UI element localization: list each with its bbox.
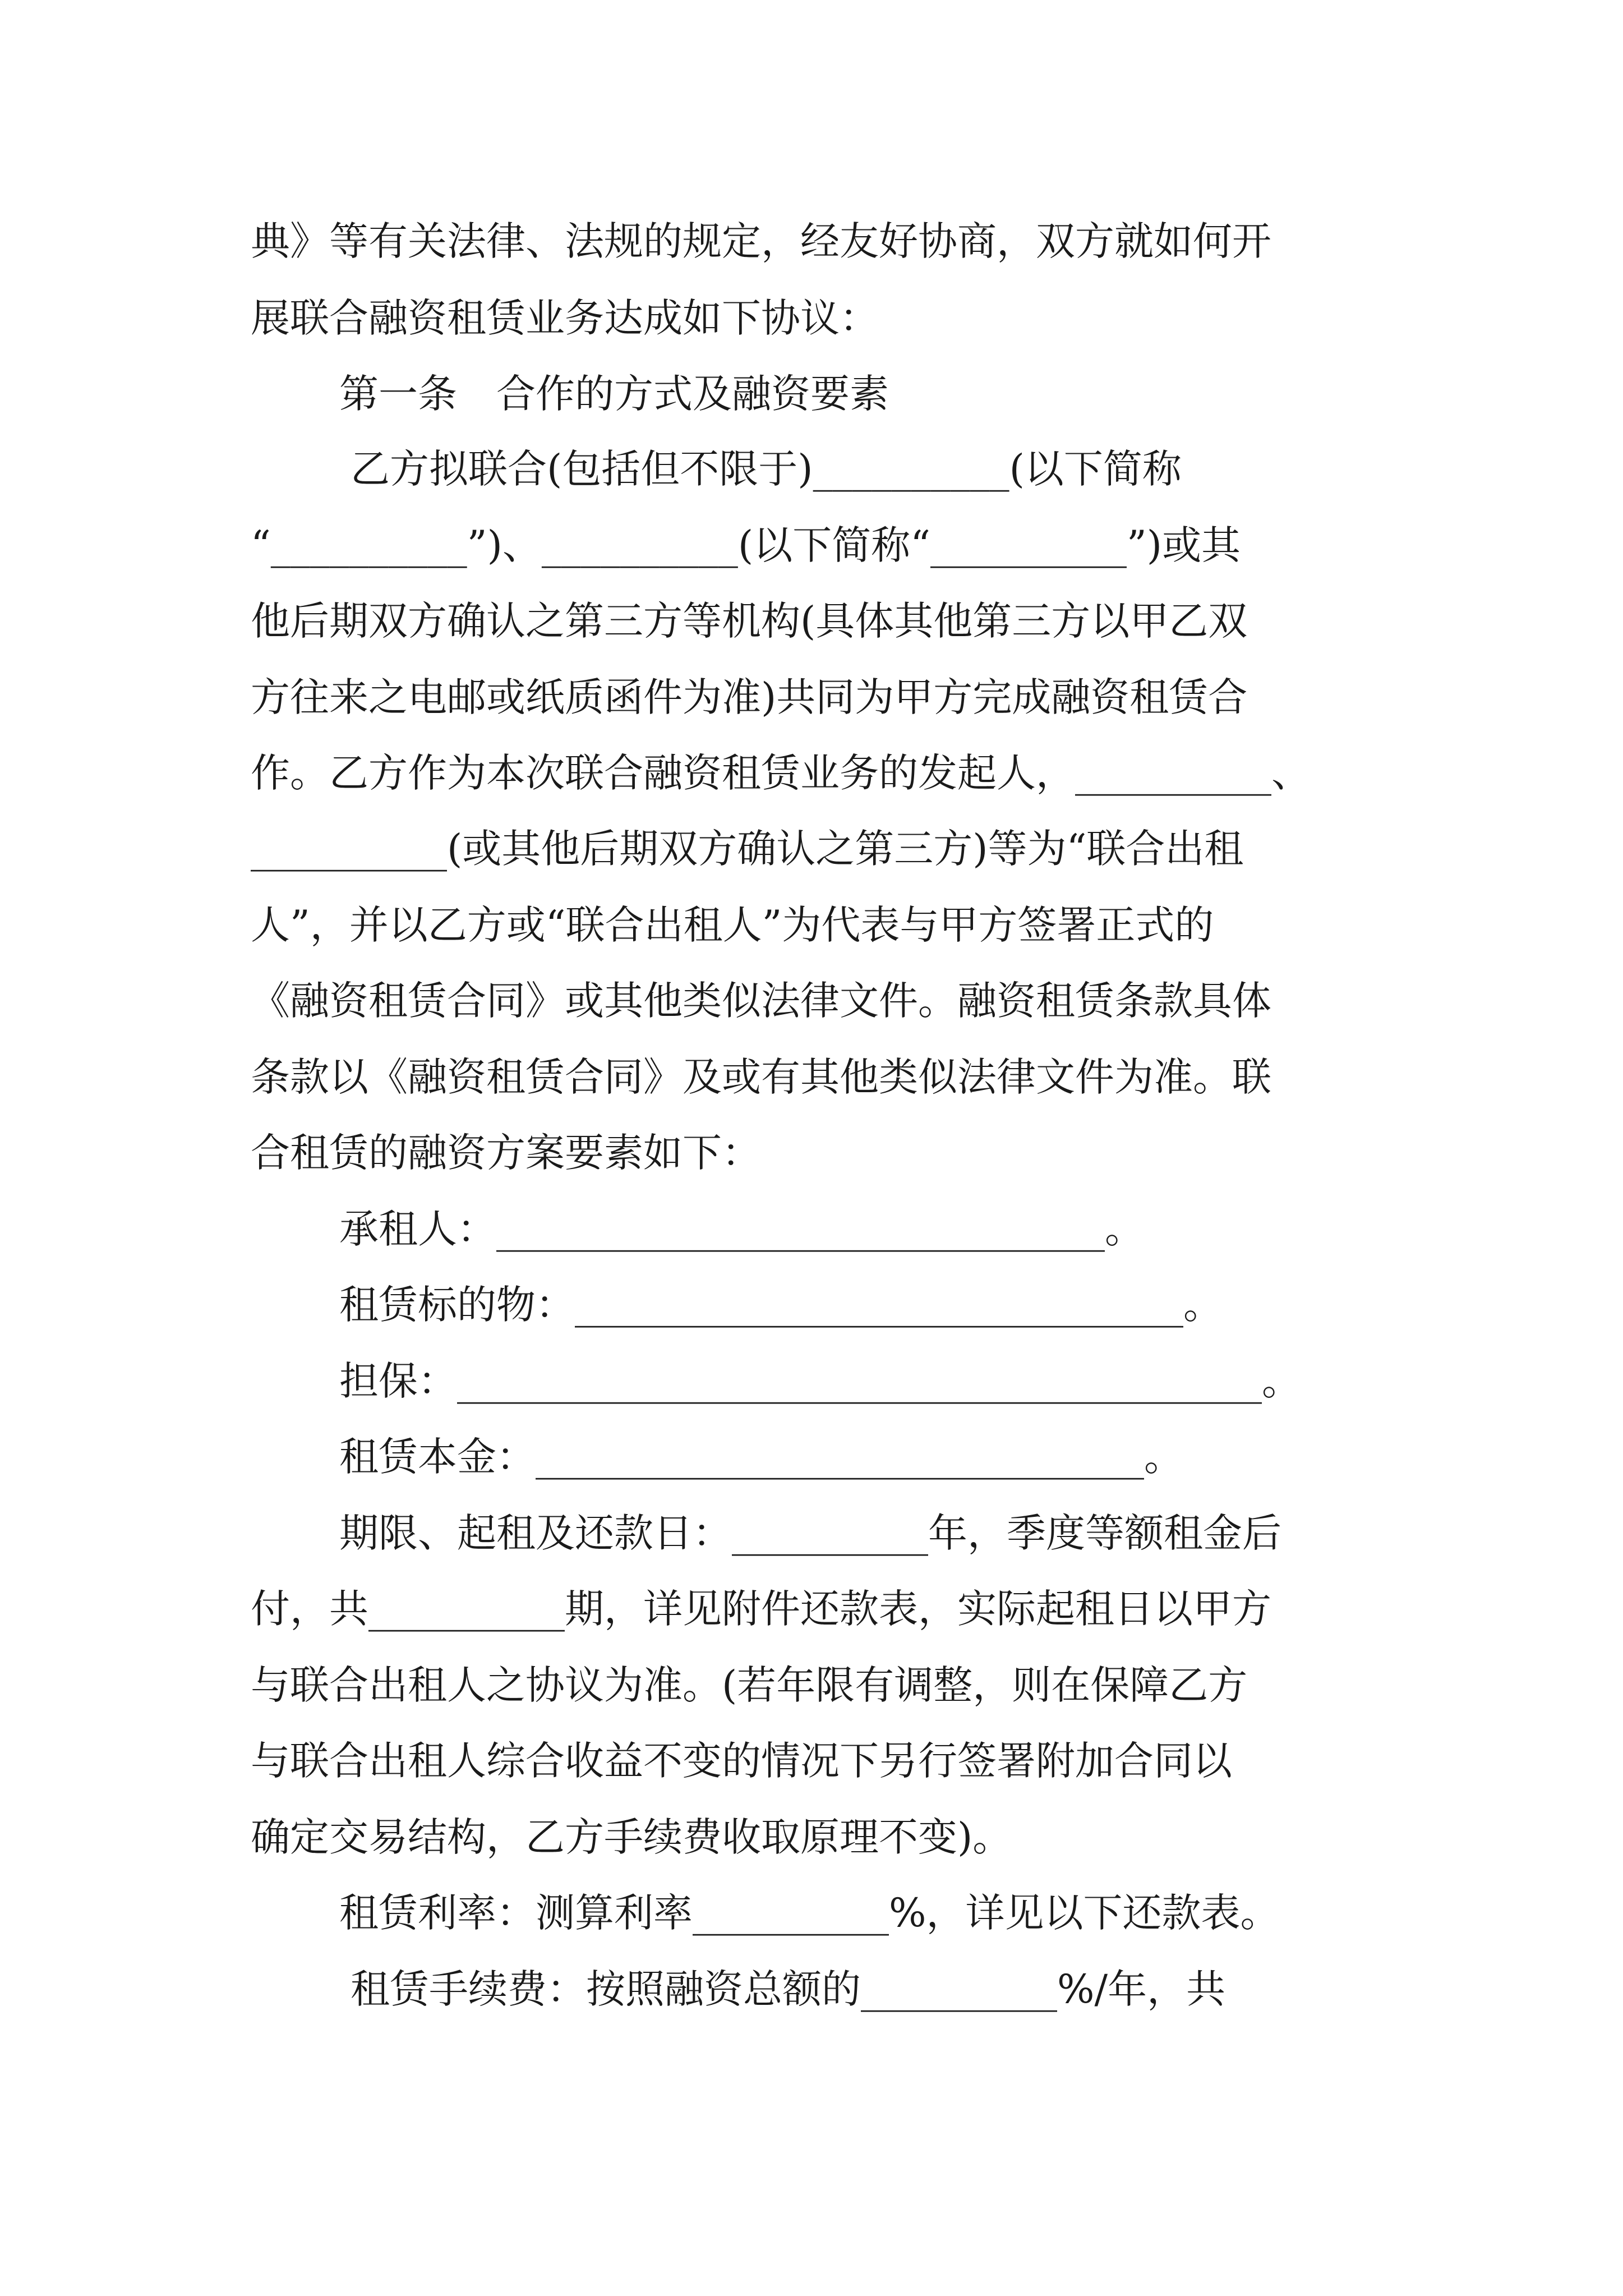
body-line: 确定交易结构，乙方手续费收取原理不变)。 xyxy=(251,1814,1012,1860)
body-line: 他后期双方确认之第三方等机构(具体其他第三方以甲乙双 xyxy=(251,598,1248,644)
guarantee-field: 担保：_________________________________________。 xyxy=(339,1358,1301,1404)
body-line: 合租赁的融资方案要素如下： xyxy=(251,1130,761,1176)
body-line: 方往来之电邮或纸质函件为准)共同为甲方完成融资租赁合 xyxy=(251,674,1248,720)
lessee-field: 承租人：_______________________________。 xyxy=(339,1206,1144,1252)
fee-field: 租赁手续费：按照融资总额的__________%/年，共 xyxy=(351,1966,1226,2012)
body-line: 与联合出租人之协议为准。(若年限有调整，则在保障乙方 xyxy=(251,1662,1248,1708)
body-line: __________(或其他后期双方确认之第三方)等为“联合出租 xyxy=(251,826,1244,872)
body-line: 付，共__________期，详见附件还款表，实际起租日以甲方 xyxy=(251,1586,1271,1632)
article-heading: 第一条 合作的方式及融资要素 xyxy=(339,371,889,417)
body-line: 与联合出租人综合收益不变的情况下另行签署附加合同以 xyxy=(251,1738,1232,1784)
body-line: 《融资租赁合同》或其他类似法律文件。融资租赁条款具体 xyxy=(251,978,1271,1024)
body-line: 展联合融资租赁业务达成如下协议： xyxy=(251,295,879,341)
interest-rate-field: 租赁利率：测算利率__________%，详见以下还款表。 xyxy=(339,1890,1280,1936)
body-line: 条款以《融资租赁合同》及或有其他类似法律文件为准。联 xyxy=(251,1054,1271,1100)
principal-field: 租赁本金：_______________________________。 xyxy=(339,1434,1183,1480)
body-line: “__________”)、__________(以下简称“__________”)或其 xyxy=(251,522,1241,568)
term-field: 期限、起租及还款日：__________年，季度等额租金后 xyxy=(339,1510,1281,1556)
body-line: 乙方拟联合(包括但不限于)__________(以下简称 xyxy=(351,446,1182,492)
body-line: 人”，并以乙方或“联合出租人”为代表与甲方签署正式的 xyxy=(251,902,1214,948)
body-line: 作。乙方作为本次联合融资租赁业务的发起人，__________、 xyxy=(251,750,1311,796)
body-line: 典》等有关法律、法规的规定，经友好协商，双方就如何开 xyxy=(251,218,1271,264)
leased-asset-field: 租赁标的物：_______________________________。 xyxy=(339,1282,1223,1328)
